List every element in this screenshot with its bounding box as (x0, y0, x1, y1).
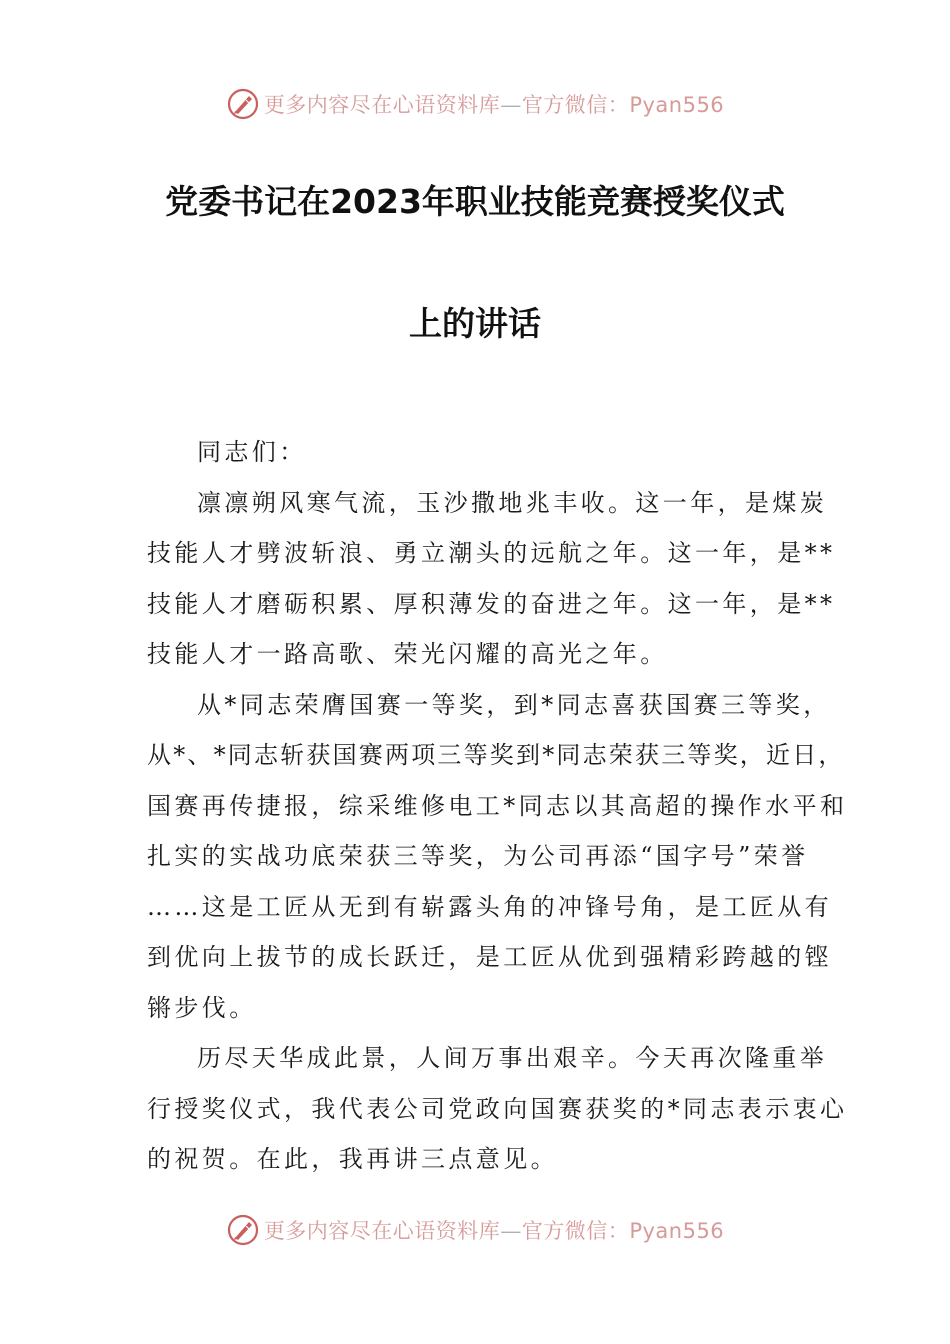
paragraph-line: 从*、*同志斩获国赛两项三等奖到*同志荣获三等奖，近日， (147, 741, 845, 769)
paragraph-line: 国赛再传捷报，综采维修电工*同志以其高超的操作水平和 (147, 791, 848, 820)
paragraph-line: ……这是工匠从无到有崭露头角的冲锋号角，是工匠从有 (147, 892, 832, 921)
paragraph-line: 技能人才磨砺积累、厚积薄发的奋进之年。这一年，是** (147, 589, 836, 618)
greeting: 同志们： (197, 438, 307, 466)
paragraph-line: 从*同志荣膺国赛一等奖，到*同志喜获国赛三等奖， (197, 690, 831, 719)
pen-logo-icon (226, 1213, 260, 1247)
document-title-line2: 上的讲话 (409, 304, 541, 343)
pen-logo-icon (226, 87, 260, 121)
paragraph-line: 技能人才劈波斩浪、勇立潮头的远航之年。这一年，是** (147, 539, 836, 567)
paragraph-line: 的祝贺。在此，我再讲三点意见。 (147, 1145, 558, 1173)
watermark-banner-top (0, 84, 950, 124)
paragraph-1 (147, 478, 836, 680)
paragraph-line: 技能人才一路高歌、荣光闪耀的高光之年。 (147, 640, 668, 668)
paragraph-line: 凛凛朔风寒气流，玉沙撒地兆丰收。这一年，是煤炭 (197, 488, 828, 517)
document-title-line1: 党委书记在2023年职业技能竞赛授奖仪式 (165, 182, 785, 221)
paragraph-line: 锵步伐。 (147, 993, 257, 1022)
paragraph-3 (147, 1033, 848, 1185)
paragraph-line: 到优向上拔节的成长跃迁，是工匠从优到强精彩跨越的铿 (147, 943, 832, 971)
watermark-banner-bottom (0, 1210, 950, 1250)
watermark-text-top: 更多内容尽在心语资料库—官方微信：Pyan556 (263, 93, 725, 117)
paragraph-line: 扎实的实战功底荣获三等奖，为公司再添“国字号”荣誉 (147, 842, 809, 870)
paragraph-line: 历尽天华成此景，人间万事出艰辛。今天再次隆重举 (197, 1044, 828, 1072)
paragraph-2 (147, 680, 848, 1034)
watermark-text-bottom: 更多内容尽在心语资料库—官方微信：Pyan556 (263, 1219, 725, 1243)
document-body (147, 427, 848, 1185)
paragraph-line: 行授奖仪式，我代表公司党政向国赛获奖的*同志表示衷心 (147, 1094, 848, 1123)
